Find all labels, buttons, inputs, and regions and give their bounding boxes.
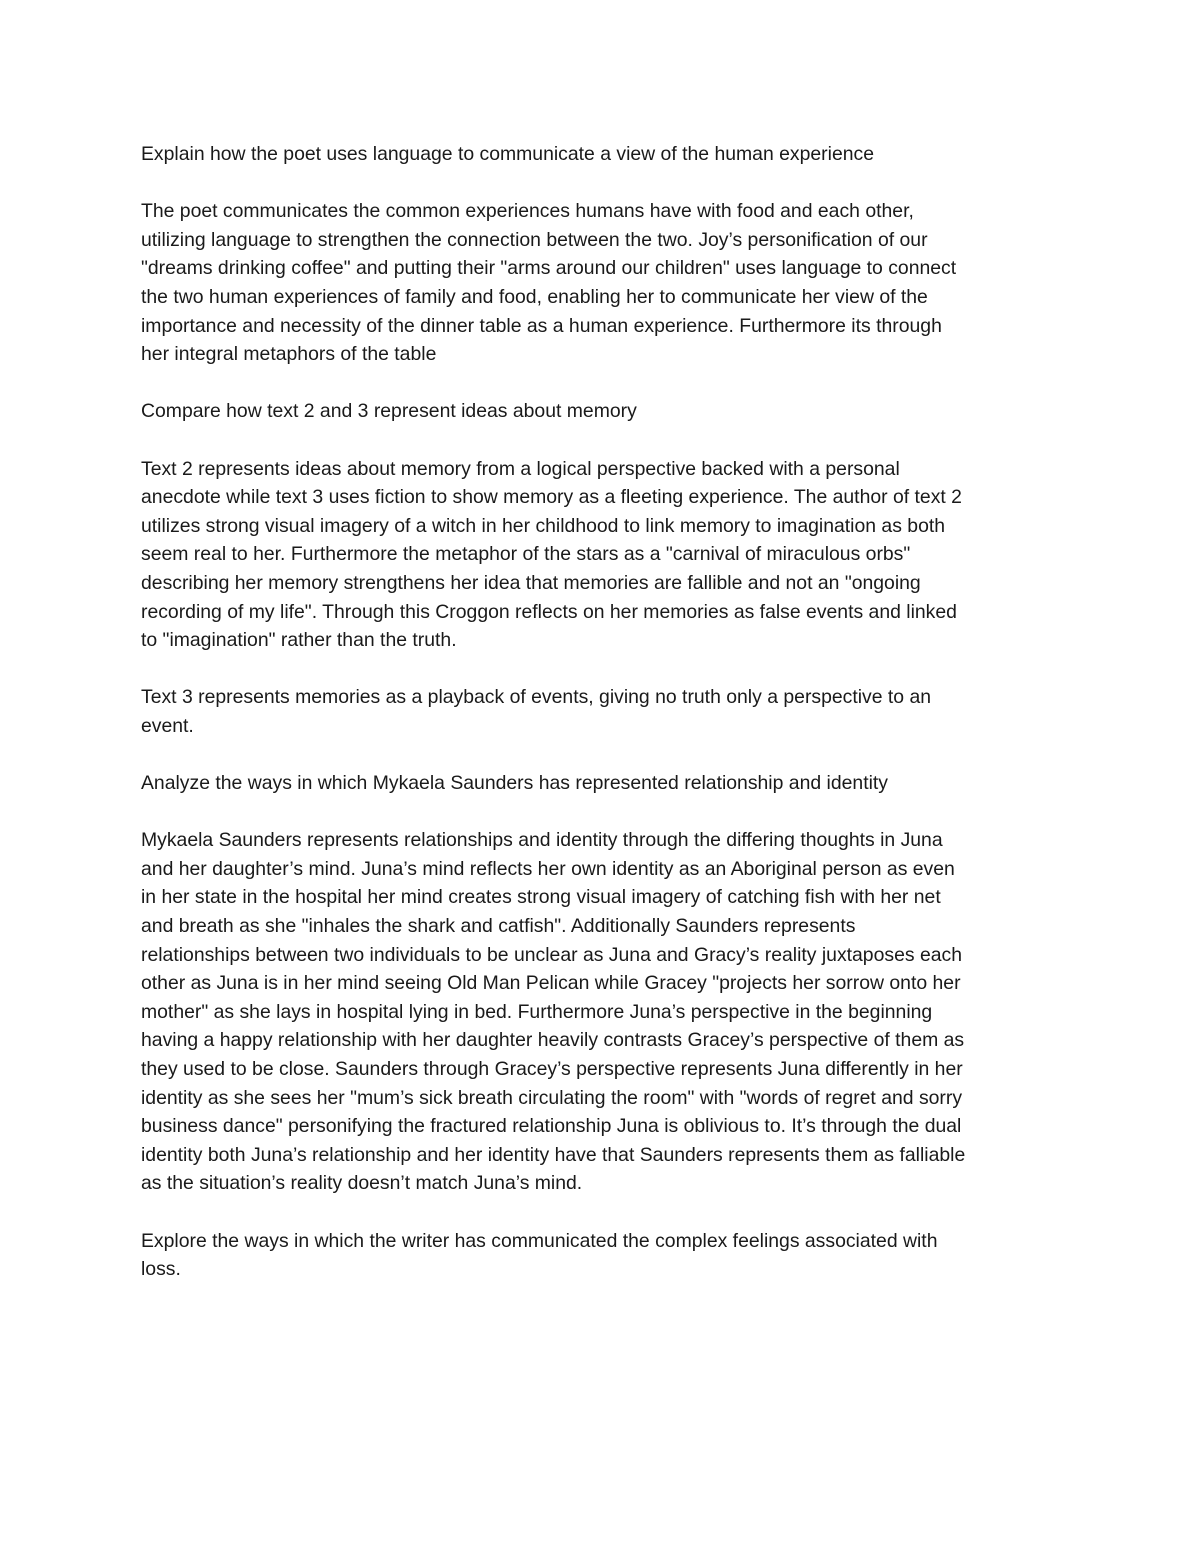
text-line: identity both Juna’s relationship and her identity have that Saunders represents them as falliable [141, 1143, 966, 1166]
text-line: the two human experiences of family and food, enabling her to communicate her view of the [141, 285, 928, 308]
question-prompt [141, 1227, 1061, 1284]
text-line: utilizes strong visual imagery of a witch in her childhood to link memory to imagination as both [141, 514, 946, 537]
text-line: her integral metaphors of the table [141, 343, 437, 366]
text-line: importance and necessity of the dinner table as a human experience. Furthermore its through [141, 314, 942, 337]
text-line: Mykaela Saunders represents relationships and identity through the differing thoughts in Juna [141, 829, 943, 852]
answer-paragraph [141, 197, 1061, 369]
text-line: recording of my life". Through this Croggon reflects on her memories as false events and linked [141, 600, 957, 623]
text-line: anecdote while text 3 uses fiction to show memory as a fleeting experience. The author of text 2 [141, 486, 962, 509]
answer-paragraph [141, 826, 1061, 1198]
text-line: they used to be close. Saunders through Gracey’s perspective represents Juna differently in her [141, 1058, 963, 1080]
text-line: describing her memory strengthens her idea that memories are fallible and not an "ongoing [141, 571, 921, 594]
text-line: business dance" personifying the fractured relationship Juna is oblivious to. It’s through the dual [141, 1115, 962, 1138]
document-body [141, 140, 1061, 1312]
text-line: in her state in the hospital her mind creates strong visual imagery of catching fish with her net [141, 886, 941, 909]
answer-paragraph [141, 683, 1061, 740]
text-line: loss. [141, 1258, 181, 1281]
text-line: identity as she sees her "mum’s sick breath circulating the room" with "words of regret and sorry [141, 1086, 963, 1109]
text-line: and her daughter’s mind. Juna’s mind reflects her own identity as an Aboriginal person as even [141, 857, 955, 880]
text-line: Explain how the poet uses language to communicate a view of the human experience [141, 143, 874, 165]
text-line: Explore the ways in which the writer has communicated the complex feelings associated with [141, 1229, 938, 1252]
text-line: having a happy relationship with her daughter heavily contrasts Gracey’s perspective of them as [141, 1029, 965, 1052]
text-line: Text 3 represents memories as a playback of events, giving no truth only a perspective to an [141, 686, 932, 709]
question-prompt [141, 769, 1061, 798]
text-line: other as Juna is in her mind seeing Old Man Pelican while Gracey "projects her sorrow onto her [141, 972, 961, 995]
text-line: relationships between two individuals to be unclear as Juna and Gracy’s reality juxtaposes each [141, 943, 962, 966]
text-line: Text 2 represents ideas about memory from a logical perspective backed with a personal [141, 457, 900, 480]
text-line: The poet communicates the common experiences humans have with food and each other, [141, 200, 914, 223]
text-line: Compare how text 2 and 3 represent ideas about memory [141, 400, 637, 423]
text-line: "dreams drinking coffee" and putting their "arms around our children" uses language to connect [141, 257, 957, 280]
text-line: Analyze the ways in which Mykaela Saunders has represented relationship and identity [141, 772, 888, 795]
text-line: event. [141, 714, 194, 737]
text-line: as the situation’s reality doesn’t match Juna’s mind. [141, 1172, 583, 1195]
question-prompt [141, 140, 1061, 169]
text-line: to "imagination" rather than the truth. [141, 629, 457, 652]
text-line: mother" as she lays in hospital lying in bed. Furthermore Juna’s perspective in the beginning [141, 1000, 933, 1023]
answer-paragraph [141, 455, 1061, 655]
text-line: and breath as she "inhales the shark and catfish". Additionally Saunders represents [141, 915, 856, 938]
text-line: seem real to her. Furthermore the metaphor of the stars as a "carnival of miraculous orbs" [141, 543, 911, 566]
question-prompt [141, 397, 1061, 426]
text-line: utilizing language to strengthen the connection between the two. Joy’s personification of our [141, 228, 928, 251]
